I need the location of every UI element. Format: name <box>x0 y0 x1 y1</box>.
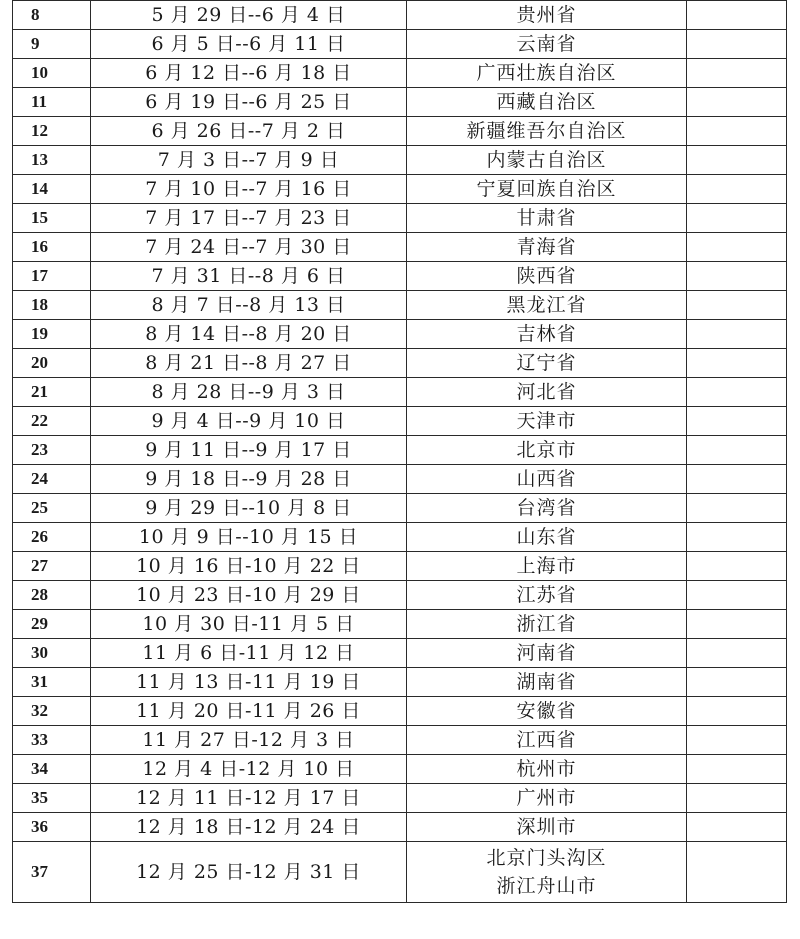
region-name: 宁夏回族自治区 <box>476 178 617 200</box>
region-cell <box>407 784 687 813</box>
table-row <box>13 668 787 697</box>
region-name: 河北省 <box>516 381 577 403</box>
date-range: 6 月 5 日--6 月 11 日 <box>91 30 407 59</box>
row-number: 10 <box>13 59 91 88</box>
region-name: 新疆维吾尔自治区 <box>466 120 627 142</box>
region-cell <box>407 552 687 581</box>
region-name: 河南省 <box>516 642 577 664</box>
row-number: 23 <box>13 436 91 465</box>
row-number: 22 <box>13 407 91 436</box>
date-range: 8 月 28 日--9 月 3 日 <box>91 378 407 407</box>
region-name: 吉林省 <box>516 323 577 345</box>
date-range: 7 月 31 日--8 月 6 日 <box>91 262 407 291</box>
region-name: 杭州市 <box>516 758 577 780</box>
region-name: 江苏省 <box>516 584 577 606</box>
row-number: 17 <box>13 262 91 291</box>
region-cell <box>407 523 687 552</box>
table-row <box>13 552 787 581</box>
remarks-cell <box>687 784 787 813</box>
row-number: 35 <box>13 784 91 813</box>
region-name: 台湾省 <box>516 497 577 519</box>
table-row <box>13 88 787 117</box>
table-row <box>13 610 787 639</box>
schedule-table-body <box>13 1 787 903</box>
date-range: 11 月 6 日-11 月 12 日 <box>91 639 407 668</box>
row-number: 16 <box>13 233 91 262</box>
region-cell <box>407 349 687 378</box>
row-number: 36 <box>13 813 91 842</box>
date-range: 7 月 17 日--7 月 23 日 <box>91 204 407 233</box>
date-range: 12 月 4 日-12 月 10 日 <box>91 755 407 784</box>
row-number: 14 <box>13 175 91 204</box>
region-name: 云南省 <box>516 33 577 55</box>
row-number: 9 <box>13 30 91 59</box>
table-row <box>13 175 787 204</box>
region-name: 陕西省 <box>516 265 577 287</box>
date-range: 5 月 29 日--6 月 4 日 <box>91 1 407 30</box>
remarks-cell <box>687 262 787 291</box>
row-number: 8 <box>13 1 91 30</box>
region-cell <box>407 262 687 291</box>
region-name: 浙江省 <box>516 613 577 635</box>
date-range: 10 月 9 日--10 月 15 日 <box>91 523 407 552</box>
region-name: 江西省 <box>516 729 577 751</box>
region-cell <box>407 175 687 204</box>
row-number: 20 <box>13 349 91 378</box>
date-range: 9 月 18 日--9 月 28 日 <box>91 465 407 494</box>
region-name: 西藏自治区 <box>496 91 597 113</box>
remarks-cell <box>687 436 787 465</box>
remarks-cell <box>687 523 787 552</box>
table-row <box>13 291 787 320</box>
table-row <box>13 204 787 233</box>
row-number: 12 <box>13 117 91 146</box>
remarks-cell <box>687 552 787 581</box>
table-row <box>13 842 787 903</box>
region-name: 北京门头沟区 <box>486 847 607 869</box>
remarks-cell <box>687 668 787 697</box>
remarks-cell <box>687 146 787 175</box>
region-cell <box>407 494 687 523</box>
remarks-cell <box>687 378 787 407</box>
schedule-table <box>12 0 787 903</box>
remarks-cell <box>687 320 787 349</box>
table-row <box>13 465 787 494</box>
region-name: 湖南省 <box>516 671 577 693</box>
remarks-cell <box>687 407 787 436</box>
table-row <box>13 436 787 465</box>
table-row <box>13 407 787 436</box>
row-number: 15 <box>13 204 91 233</box>
table-row <box>13 784 787 813</box>
region-name: 内蒙古自治区 <box>486 149 607 171</box>
date-range: 11 月 20 日-11 月 26 日 <box>91 697 407 726</box>
region-cell <box>407 465 687 494</box>
table-row <box>13 146 787 175</box>
remarks-cell <box>687 465 787 494</box>
region-cell <box>407 813 687 842</box>
date-range: 12 月 25 日-12 月 31 日 <box>91 842 407 903</box>
region-cell <box>407 59 687 88</box>
remarks-cell <box>687 59 787 88</box>
region-name: 广州市 <box>516 787 577 809</box>
region-cell <box>407 639 687 668</box>
date-range: 6 月 19 日--6 月 25 日 <box>91 88 407 117</box>
region-name: 山东省 <box>516 526 577 548</box>
table-row <box>13 320 787 349</box>
row-number: 24 <box>13 465 91 494</box>
date-range: 10 月 30 日-11 月 5 日 <box>91 610 407 639</box>
table-row <box>13 1 787 30</box>
table-row <box>13 233 787 262</box>
table-row <box>13 59 787 88</box>
date-range: 12 月 11 日-12 月 17 日 <box>91 784 407 813</box>
remarks-cell <box>687 581 787 610</box>
remarks-cell <box>687 30 787 59</box>
region-cell <box>407 320 687 349</box>
table-row <box>13 726 787 755</box>
row-number: 25 <box>13 494 91 523</box>
date-range: 10 月 16 日-10 月 22 日 <box>91 552 407 581</box>
remarks-cell <box>687 1 787 30</box>
region-cell <box>407 726 687 755</box>
remarks-cell <box>687 697 787 726</box>
table-row <box>13 349 787 378</box>
date-range: 6 月 26 日--7 月 2 日 <box>91 117 407 146</box>
row-number: 28 <box>13 581 91 610</box>
date-range: 6 月 12 日--6 月 18 日 <box>91 59 407 88</box>
region-cell <box>407 668 687 697</box>
date-range: 9 月 4 日--9 月 10 日 <box>91 407 407 436</box>
region-cell <box>407 610 687 639</box>
row-number: 18 <box>13 291 91 320</box>
region-cell <box>407 1 687 30</box>
row-number: 19 <box>13 320 91 349</box>
date-range: 9 月 29 日--10 月 8 日 <box>91 494 407 523</box>
row-number: 21 <box>13 378 91 407</box>
table-row <box>13 30 787 59</box>
region-cell <box>407 436 687 465</box>
row-number: 37 <box>13 842 91 903</box>
region-cell <box>407 88 687 117</box>
row-number: 33 <box>13 726 91 755</box>
date-range: 9 月 11 日--9 月 17 日 <box>91 436 407 465</box>
region-cell <box>407 204 687 233</box>
date-range: 7 月 3 日--7 月 9 日 <box>91 146 407 175</box>
region-cell <box>407 30 687 59</box>
row-number: 27 <box>13 552 91 581</box>
region-cell <box>407 117 687 146</box>
date-range: 12 月 18 日-12 月 24 日 <box>91 813 407 842</box>
region-name: 浙江舟山市 <box>496 875 597 897</box>
date-range: 8 月 21 日--8 月 27 日 <box>91 349 407 378</box>
table-row <box>13 378 787 407</box>
remarks-cell <box>687 291 787 320</box>
remarks-cell <box>687 494 787 523</box>
date-range: 7 月 10 日--7 月 16 日 <box>91 175 407 204</box>
row-number: 32 <box>13 697 91 726</box>
remarks-cell <box>687 175 787 204</box>
remarks-cell <box>687 842 787 903</box>
row-number: 13 <box>13 146 91 175</box>
row-number: 30 <box>13 639 91 668</box>
remarks-cell <box>687 233 787 262</box>
region-cell <box>407 291 687 320</box>
region-name: 广西壮族自治区 <box>476 62 617 84</box>
remarks-cell <box>687 610 787 639</box>
date-range: 10 月 23 日-10 月 29 日 <box>91 581 407 610</box>
table-row <box>13 697 787 726</box>
table-row <box>13 494 787 523</box>
table-row <box>13 262 787 291</box>
region-name: 青海省 <box>516 236 577 258</box>
region-name: 上海市 <box>516 555 577 577</box>
remarks-cell <box>687 117 787 146</box>
region-cell <box>407 581 687 610</box>
remarks-cell <box>687 813 787 842</box>
date-range: 8 月 7 日--8 月 13 日 <box>91 291 407 320</box>
schedule-sheet <box>12 0 786 903</box>
region-cell <box>407 697 687 726</box>
region-name: 深圳市 <box>516 816 577 838</box>
row-number: 29 <box>13 610 91 639</box>
date-range: 7 月 24 日--7 月 30 日 <box>91 233 407 262</box>
row-number: 31 <box>13 668 91 697</box>
row-number: 11 <box>13 88 91 117</box>
remarks-cell <box>687 88 787 117</box>
region-name: 黑龙江省 <box>506 294 587 316</box>
table-row <box>13 581 787 610</box>
remarks-cell <box>687 726 787 755</box>
region-name: 北京市 <box>516 439 577 461</box>
region-name: 天津市 <box>516 410 577 432</box>
date-range: 8 月 14 日--8 月 20 日 <box>91 320 407 349</box>
region-name: 甘肃省 <box>516 207 577 229</box>
region-cell <box>407 378 687 407</box>
table-row <box>13 117 787 146</box>
region-cell <box>407 755 687 784</box>
region-name: 贵州省 <box>516 4 577 26</box>
region-name: 辽宁省 <box>516 352 577 374</box>
row-number: 34 <box>13 755 91 784</box>
remarks-cell <box>687 349 787 378</box>
table-row <box>13 523 787 552</box>
region-name: 山西省 <box>516 468 577 490</box>
table-row <box>13 755 787 784</box>
region-cell <box>407 146 687 175</box>
remarks-cell <box>687 204 787 233</box>
region-cell <box>407 407 687 436</box>
date-range: 11 月 13 日-11 月 19 日 <box>91 668 407 697</box>
remarks-cell <box>687 755 787 784</box>
region-name: 安徽省 <box>516 700 577 722</box>
region-cell <box>407 233 687 262</box>
remarks-cell <box>687 639 787 668</box>
date-range: 11 月 27 日-12 月 3 日 <box>91 726 407 755</box>
row-number: 26 <box>13 523 91 552</box>
table-row <box>13 639 787 668</box>
table-row <box>13 813 787 842</box>
region-cell <box>407 842 687 903</box>
